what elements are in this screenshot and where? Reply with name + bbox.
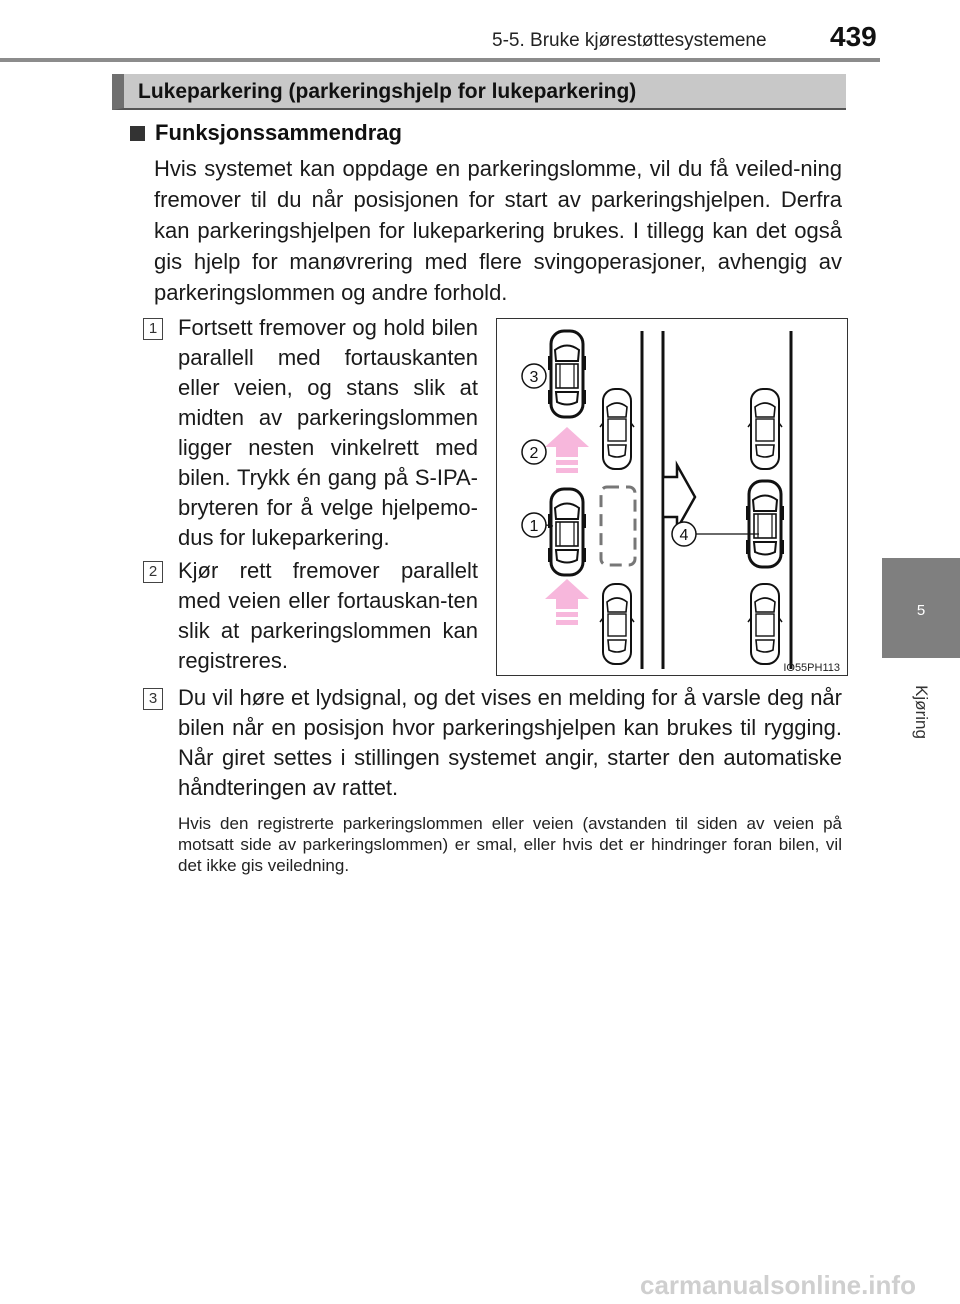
chapter-tab-number: 5 [916,602,926,619]
diagram-code: IO55PH113 [783,662,840,674]
step-text: Du vil høre et lydsignal, og det vises en melding for å varsle deg når bilen når en posisjon hvor parkeringshjelpen kan brukes til rygging. Når giret settes i stillingen systemet angir, starter den automatiske håndteringen av rattet. [178,685,842,800]
section-title: Lukeparkering (parkeringshjelp for lukeparkering) [138,80,637,103]
intro-paragraph: Hvis systemet kan oppdage en parkeringslomme, vil du få veiled-ning fremover til du når posisjonen for start av parkeringshjelpen. Derfra kan parkeringshjelpen for lukeparkering brukes. I tillegg kan det også gis hjelp for manøvrering med flere svingoperasjoner, avhengig av parkeringslommen og andre forhold. [154,156,842,305]
header-divider [0,58,880,62]
chapter-tab-label: Kjøring [911,685,931,739]
subsection-title: Funksjonssammendrag [155,120,402,145]
subsection-heading [130,120,402,146]
step-text: Fortsett fremover og hold bilen parallell med fortauskanten eller veien, og stans slik at midten av parkeringslommen ligger nesten vinkelrett med bilen. Trykk én gang på S-IPA-bryteren for å velge hjelpemo-dus for lukeparkering. [178,315,478,550]
step-number-badge: 3 [143,688,163,710]
section-heading [112,74,846,110]
callout-4: 4 [679,527,689,544]
callout-3: 3 [529,369,539,386]
step-number-badge: 2 [143,561,163,583]
note-paragraph: Hvis den registrerte parkeringslommen eller veien (avstanden til siden av veien på motsatt side av parkeringslommen) er smal, eller hvis det er hindringer foran bilen, vil det ikke gis veiledning. [178,814,842,875]
watermark: carmanualsonline.info [640,1270,916,1300]
chapter-tab [882,558,960,658]
step-text: Kjør rett fremover parallelt med veien eller fortauskan-ten slik at parkeringslommen kan registreres. [178,558,478,673]
parking-diagram [496,318,848,676]
page-number: 439 [830,21,877,52]
square-bullet-icon [130,126,145,141]
callout-2: 2 [529,445,539,462]
chapter-tab-label-wrap [882,662,960,762]
callout-1: 1 [529,518,539,535]
step-number-badge: 1 [143,318,163,340]
chapter-title: 5-5. Bruke kjørestøttesystemene [492,30,767,51]
